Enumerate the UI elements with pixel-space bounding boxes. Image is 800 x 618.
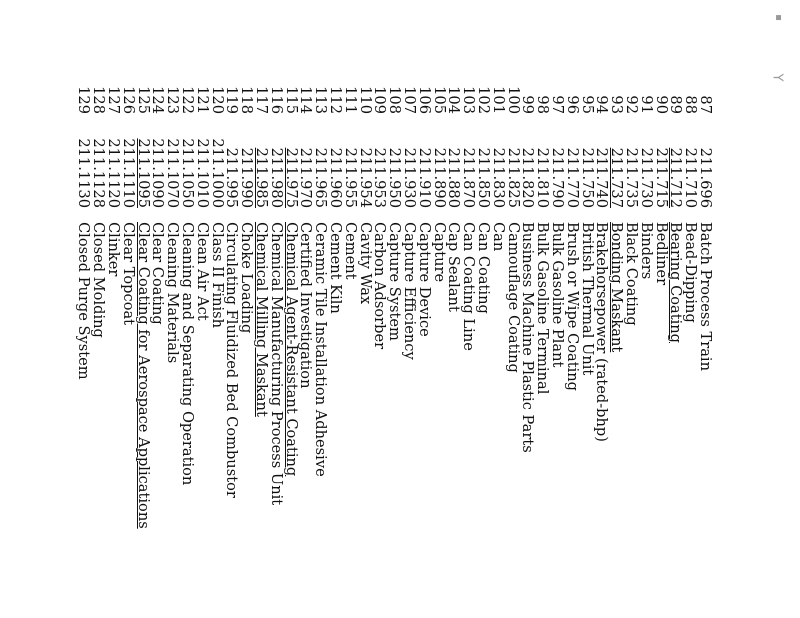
row-number: 91 [637,95,655,114]
row-number: 89 [667,95,685,114]
term-name: Batch Process Train [697,222,714,371]
section-code: 211.950 [386,147,404,208]
term-name: Cement Kiln [327,222,344,314]
term-name: Clear Topcoat [119,222,137,326]
section-code: 211.1095 [134,138,152,208]
row-number: 113 [312,86,330,114]
row-number: 114 [297,86,315,114]
section-code: 211.965 [312,147,330,208]
row-number: 92 [623,95,640,114]
section-code: 211.1110 [119,138,137,208]
term-name: Can [489,222,507,252]
term-name: Capture Device [415,222,433,337]
row-number: 108 [386,86,404,114]
term-name: Clear Coating [149,222,167,325]
section-code: 211.1010 [193,138,211,208]
term-name: Closed Molding [90,222,108,338]
row-number: 105 [430,86,448,114]
row-number: 110 [356,86,374,114]
term-name: Cleaning Materials [164,222,182,364]
term-name: Capture System [386,222,404,341]
term-name: Bulk Gasoline Terminal [534,222,552,395]
term-name: Business Machine Plastic Parts [519,222,537,453]
row-number: 116 [267,86,285,114]
row-number: 127 [105,86,122,114]
row-number: 102 [475,86,492,114]
row-number: 109 [371,86,389,114]
section-code: 211.730 [637,147,655,208]
section-code: 211.830 [489,147,507,208]
section-code: 211.810 [534,147,552,208]
section-code: 211.820 [519,147,537,208]
row-number: 126 [119,86,137,114]
section-code: 211.715 [652,147,670,208]
row-number: 90 [652,95,670,114]
section-code: 211.980 [267,147,285,208]
row-number: 124 [149,86,167,114]
term-name: Ceramic Tile Installation Adhesive [312,222,330,477]
section-code: 211.735 [623,147,640,208]
corner-mark: ▪ [772,14,784,21]
term-name: Chemical Milling Maskant [253,222,270,417]
term-name: Capture Efficiency [401,222,418,360]
section-code: 211.995 [223,147,241,208]
section-code: 211.770 [563,147,581,208]
section-code: 211.1090 [149,138,167,208]
term-name: Choke Loading [238,222,256,334]
section-code: 211.1128 [90,138,108,208]
term-name: Can Coating Line [460,222,478,351]
section-code: 211.1050 [179,138,196,208]
row-number: 115 [282,86,300,114]
term-name: Clinker [105,222,122,277]
term-name: Camouflage Coating [504,222,522,373]
term-name: Closed Purge System [75,222,93,380]
section-code: 211.970 [297,147,315,208]
section-code: 211.954 [356,147,374,208]
term-name: Clean Air Act [193,222,211,321]
term-name: Cement [341,222,359,280]
section-code: 211.1000 [208,138,226,208]
row-number: 122 [179,86,196,114]
row-number: 99 [519,95,537,114]
section-code: 211.710 [682,147,700,208]
section-code: 211.985 [253,147,270,208]
section-code: 211.930 [401,147,418,208]
row-number: 117 [253,86,270,114]
row-number: 120 [208,86,226,114]
section-code: 211.955 [341,147,359,208]
term-name: Bead-Dipping [682,222,700,323]
section-code: 211.910 [415,147,433,208]
row-number: 121 [193,86,211,114]
row-number: 103 [460,86,478,114]
section-code: 211.953 [371,147,389,208]
row-number: 111 [341,86,359,114]
section-code: 211.1130 [75,138,93,208]
term-name: British Thermal Unit [578,222,596,376]
section-code: 211.1120 [105,138,122,208]
section-code: 211.960 [327,147,344,208]
term-name: Black Coating [623,222,640,326]
term-name: Bulk Gasoline Plant [549,222,566,368]
row-number: 100 [504,86,522,114]
term-name: Brakehorsepower (rated-bhp) [593,222,611,442]
section-code: 211.790 [549,147,566,208]
section-code: 211.740 [593,147,611,208]
section-code: 211.696 [697,147,714,208]
term-name: Chemical Manufacturing Process Unit [267,222,285,506]
term-name: Clear Coating for Aerospace Applications [134,222,152,529]
term-name: Cap Sealant [445,222,463,312]
row-number: 107 [401,86,418,114]
row-number: 94 [593,95,611,114]
row-number: 87 [697,95,714,114]
row-number: 128 [90,86,108,114]
margin-mark: Y [769,73,785,82]
row-number: 123 [164,86,182,114]
row-number: 119 [223,86,241,114]
term-name: Carbon Adsorber [371,222,389,350]
section-code: 211.880 [445,147,463,208]
section-code: 211.712 [667,147,685,208]
term-name: Binders [637,222,655,280]
term-name: Cavity Wax [356,222,374,305]
row-number: 125 [134,86,152,114]
row-number: 101 [489,86,507,114]
section-code: 211.975 [282,147,300,208]
term-name: Circulating Fluidized Bed Combustor [223,222,241,498]
term-name: Class II Finish [208,222,226,329]
section-code: 211.890 [430,147,448,208]
section-code: 211.990 [238,147,256,208]
row-number: 95 [578,95,596,114]
row-number: 118 [238,86,256,114]
term-name: Chemical Agent-Resistant Coating [282,222,300,477]
term-name: Capture [430,222,448,283]
section-code: 211.737 [608,147,626,208]
term-name: Bedliner [652,222,670,286]
section-code: 211.750 [578,147,596,208]
term-name: Certified Investigation [297,222,315,389]
section-code: 211.1070 [164,138,182,208]
section-code: 211.825 [504,147,522,208]
term-name: Bonding Maskant [608,222,626,353]
row-number: 106 [415,86,433,114]
row-number: 129 [75,86,93,114]
term-name: Brush or Wipe Coating [563,222,581,391]
row-number: 112 [327,86,344,114]
row-number: 98 [534,95,552,114]
row-number: 96 [563,95,581,114]
row-number: 104 [445,86,463,114]
row-number: 93 [608,95,626,114]
term-name: Bearing Coating [667,222,685,344]
section-code: 211.850 [475,147,492,208]
term-name: Cleaning and Separating Operation [179,222,196,486]
term-name: Can Coating [475,222,492,314]
row-number: 97 [549,95,566,114]
row-number: 88 [682,95,700,114]
section-code: 211.870 [460,147,478,208]
